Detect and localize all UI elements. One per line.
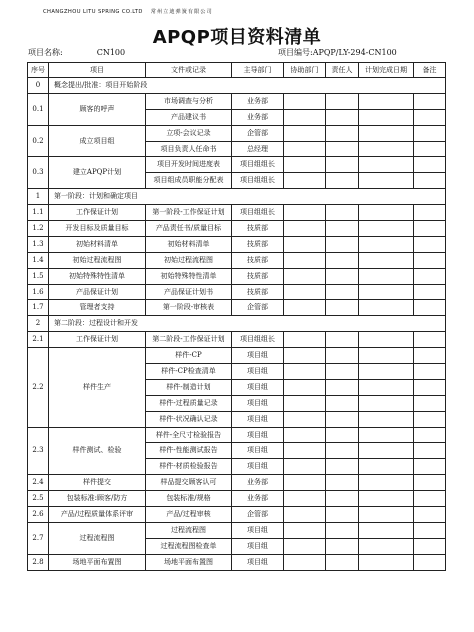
empty-cell — [284, 125, 326, 141]
row-doc: 项目负责人任命书 — [146, 141, 232, 157]
empty-cell — [284, 205, 326, 221]
empty-cell — [326, 93, 359, 109]
empty-cell — [359, 157, 414, 173]
empty-cell — [326, 411, 359, 427]
row-dept: 项目组组长 — [232, 173, 284, 189]
row-item: 开发目标及质量目标 — [49, 221, 146, 237]
empty-cell — [414, 491, 446, 507]
empty-cell — [326, 379, 359, 395]
row-dept: 业务部 — [232, 491, 284, 507]
row-dept: 项目组 — [232, 522, 284, 538]
empty-cell — [284, 157, 326, 173]
empty-cell — [359, 364, 414, 380]
empty-cell — [326, 252, 359, 268]
empty-cell — [326, 364, 359, 380]
empty-cell — [326, 205, 359, 221]
row-doc: 样件-材质检验报告 — [146, 459, 232, 475]
section-row — [28, 189, 446, 205]
row-dept: 技质部 — [232, 268, 284, 284]
row-no: 2.6 — [28, 507, 49, 523]
empty-cell — [284, 475, 326, 491]
header-remarks: 备注 — [414, 63, 446, 78]
table-row — [28, 522, 446, 538]
row-doc: 产品责任书/质量目标 — [146, 221, 232, 237]
row-doc: 初始材料清单 — [146, 236, 232, 252]
row-item: 过程流程图 — [49, 522, 146, 554]
company-header — [43, 8, 213, 15]
project-code-value: APQP/LY-294-CN100 — [312, 48, 397, 57]
empty-cell — [359, 205, 414, 221]
empty-cell — [359, 236, 414, 252]
empty-cell — [414, 300, 446, 316]
empty-cell — [326, 348, 359, 364]
row-no: 1.4 — [28, 252, 49, 268]
empty-cell — [326, 459, 359, 475]
row-item: 场地平面布置图 — [49, 554, 146, 570]
table-row — [28, 236, 446, 252]
header-assist-dept: 协助部门 — [284, 63, 326, 78]
empty-cell — [359, 141, 414, 157]
empty-cell — [284, 93, 326, 109]
empty-cell — [414, 93, 446, 109]
empty-cell — [326, 141, 359, 157]
row-dept: 项目组 — [232, 427, 284, 443]
empty-cell — [359, 507, 414, 523]
empty-cell — [414, 443, 446, 459]
empty-cell — [326, 300, 359, 316]
row-dept: 项目组 — [232, 554, 284, 570]
row-item: 样件测试、检验 — [49, 427, 146, 475]
empty-cell — [284, 236, 326, 252]
empty-cell — [359, 125, 414, 141]
table-header-row — [28, 63, 446, 78]
section-title: 概念提出/批准：项目开始阶段 — [49, 78, 446, 94]
empty-cell — [284, 109, 326, 125]
row-no: 1 — [28, 189, 49, 205]
empty-cell — [284, 427, 326, 443]
empty-cell — [359, 300, 414, 316]
row-dept: 项目组 — [232, 395, 284, 411]
row-dept: 项目组 — [232, 379, 284, 395]
empty-cell — [414, 475, 446, 491]
row-dept: 技质部 — [232, 221, 284, 237]
project-name-label: 项目名称: — [28, 48, 63, 57]
empty-cell — [284, 364, 326, 380]
empty-cell — [359, 284, 414, 300]
row-item: 样件生产 — [49, 348, 146, 427]
row-no: 2 — [28, 316, 49, 332]
table-row — [28, 348, 446, 364]
row-doc: 市场调查与分析 — [146, 93, 232, 109]
empty-cell — [414, 157, 446, 173]
table-row — [28, 252, 446, 268]
empty-cell — [359, 538, 414, 554]
row-item: 样件提交 — [49, 475, 146, 491]
row-doc: 产品/过程审核 — [146, 507, 232, 523]
empty-cell — [359, 348, 414, 364]
row-no: 0 — [28, 78, 49, 94]
row-doc: 样件-CP — [146, 348, 232, 364]
empty-cell — [414, 379, 446, 395]
row-item: 成立项目组 — [49, 125, 146, 157]
row-no: 1.2 — [28, 221, 49, 237]
row-dept: 总经理 — [232, 141, 284, 157]
section-title: 第一阶段：计划和确定项目 — [49, 189, 446, 205]
row-dept: 项目组 — [232, 443, 284, 459]
empty-cell — [284, 491, 326, 507]
empty-cell — [414, 411, 446, 427]
row-doc: 包装标准/规格 — [146, 491, 232, 507]
empty-cell — [359, 268, 414, 284]
empty-cell — [414, 236, 446, 252]
row-dept: 项目组组长 — [232, 332, 284, 348]
empty-cell — [414, 427, 446, 443]
empty-cell — [414, 507, 446, 523]
empty-cell — [326, 157, 359, 173]
project-name — [28, 47, 125, 58]
project-code — [278, 47, 397, 58]
empty-cell — [414, 268, 446, 284]
table-row — [28, 157, 446, 173]
empty-cell — [326, 443, 359, 459]
table-row — [28, 507, 446, 523]
section-row — [28, 316, 446, 332]
empty-cell — [284, 459, 326, 475]
row-item: 初始特殊特性清单 — [49, 268, 146, 284]
row-doc: 样件-CP检查清单 — [146, 364, 232, 380]
row-doc: 第一阶段-工作保证计划 — [146, 205, 232, 221]
empty-cell — [359, 221, 414, 237]
row-doc: 样品提交顾客认可 — [146, 475, 232, 491]
row-doc: 样件-制造计划 — [146, 379, 232, 395]
empty-cell — [359, 491, 414, 507]
row-item: 产品/过程质量体系评审 — [49, 507, 146, 523]
empty-cell — [414, 141, 446, 157]
apqp-table — [27, 62, 446, 571]
row-dept: 技质部 — [232, 284, 284, 300]
table-row — [28, 268, 446, 284]
row-doc: 产品保证计划书 — [146, 284, 232, 300]
empty-cell — [414, 395, 446, 411]
empty-cell — [326, 268, 359, 284]
empty-cell — [326, 395, 359, 411]
row-no: 2.1 — [28, 332, 49, 348]
empty-cell — [284, 554, 326, 570]
empty-cell — [359, 332, 414, 348]
row-doc: 第一阶段-审核表 — [146, 300, 232, 316]
row-no: 2.2 — [28, 348, 49, 427]
row-dept: 项目组 — [232, 411, 284, 427]
row-doc: 样件-状况确认记录 — [146, 411, 232, 427]
row-doc: 场地平面布置图 — [146, 554, 232, 570]
empty-cell — [414, 364, 446, 380]
row-dept: 业务部 — [232, 475, 284, 491]
empty-cell — [414, 459, 446, 475]
row-item: 顾客的呼声 — [49, 93, 146, 125]
empty-cell — [414, 221, 446, 237]
empty-cell — [414, 252, 446, 268]
empty-cell — [284, 538, 326, 554]
empty-cell — [326, 522, 359, 538]
empty-cell — [359, 427, 414, 443]
row-doc: 产品建议书 — [146, 109, 232, 125]
row-no: 2.8 — [28, 554, 49, 570]
row-no: 0.2 — [28, 125, 49, 157]
empty-cell — [326, 284, 359, 300]
row-no: 0.1 — [28, 93, 49, 125]
table-row — [28, 491, 446, 507]
table-row — [28, 284, 446, 300]
empty-cell — [414, 348, 446, 364]
section-title: 第二阶段：过程设计和开发 — [49, 316, 446, 332]
empty-cell — [326, 507, 359, 523]
company-name-cn: 常州立迪弹簧有限公司 — [150, 9, 213, 15]
row-doc: 立项-会议记录 — [146, 125, 232, 141]
table-row — [28, 554, 446, 570]
row-dept: 项目组 — [232, 538, 284, 554]
empty-cell — [359, 93, 414, 109]
row-item: 建立APQP计划 — [49, 157, 146, 189]
row-no: 1.3 — [28, 236, 49, 252]
row-dept: 项目组组长 — [232, 157, 284, 173]
header-plan-date: 计划完成日期 — [359, 63, 414, 78]
empty-cell — [284, 284, 326, 300]
row-doc: 样件-性能测试报告 — [146, 443, 232, 459]
row-dept: 业务部 — [232, 93, 284, 109]
row-doc: 项目组成员职能分配表 — [146, 173, 232, 189]
empty-cell — [284, 268, 326, 284]
empty-cell — [414, 554, 446, 570]
row-no: 2.3 — [28, 427, 49, 475]
page-title: APQP项目资料清单 — [152, 27, 322, 48]
section-row — [28, 78, 446, 94]
row-item: 产品保证计划 — [49, 284, 146, 300]
row-doc: 样件-全尺寸检验报告 — [146, 427, 232, 443]
empty-cell — [284, 332, 326, 348]
empty-cell — [284, 173, 326, 189]
table-row — [28, 221, 446, 237]
empty-cell — [326, 554, 359, 570]
empty-cell — [359, 443, 414, 459]
row-no: 2.4 — [28, 475, 49, 491]
empty-cell — [326, 125, 359, 141]
empty-cell — [284, 443, 326, 459]
empty-cell — [359, 109, 414, 125]
header-no: 序号 — [28, 63, 49, 78]
row-no: 0.3 — [28, 157, 49, 189]
row-doc: 过程流程图 — [146, 522, 232, 538]
header-doc: 文件或记录 — [146, 63, 232, 78]
row-dept: 企管部 — [232, 125, 284, 141]
table-row — [28, 427, 446, 443]
row-dept: 项目组 — [232, 459, 284, 475]
row-dept: 项目组组长 — [232, 205, 284, 221]
table-row — [28, 300, 446, 316]
row-item: 工作保证计划 — [49, 332, 146, 348]
empty-cell — [284, 300, 326, 316]
row-no: 1.6 — [28, 284, 49, 300]
empty-cell — [284, 522, 326, 538]
row-dept: 项目组 — [232, 348, 284, 364]
empty-cell — [414, 173, 446, 189]
empty-cell — [326, 221, 359, 237]
table-row — [28, 205, 446, 221]
empty-cell — [284, 141, 326, 157]
empty-cell — [359, 395, 414, 411]
empty-cell — [326, 475, 359, 491]
empty-cell — [326, 538, 359, 554]
project-name-value: CN100 — [96, 48, 126, 57]
empty-cell — [284, 379, 326, 395]
row-item: 管理者支持 — [49, 300, 146, 316]
row-dept: 项目组 — [232, 364, 284, 380]
empty-cell — [359, 522, 414, 538]
row-doc: 项目开发时间进度表 — [146, 157, 232, 173]
row-item: 包装标准:顾客/防方 — [49, 491, 146, 507]
table-row — [28, 475, 446, 491]
empty-cell — [284, 411, 326, 427]
empty-cell — [414, 284, 446, 300]
header-item: 项目 — [49, 63, 146, 78]
table-row — [28, 93, 446, 109]
empty-cell — [284, 252, 326, 268]
empty-cell — [359, 173, 414, 189]
empty-cell — [414, 332, 446, 348]
row-dept: 技质部 — [232, 236, 284, 252]
empty-cell — [359, 475, 414, 491]
empty-cell — [414, 205, 446, 221]
row-no: 1.1 — [28, 205, 49, 221]
empty-cell — [414, 125, 446, 141]
empty-cell — [284, 221, 326, 237]
row-dept: 企管部 — [232, 507, 284, 523]
row-item: 工作保证计划 — [49, 205, 146, 221]
empty-cell — [284, 395, 326, 411]
empty-cell — [359, 252, 414, 268]
row-doc: 初始特殊特性清单 — [146, 268, 232, 284]
table-row — [28, 125, 446, 141]
table-row — [28, 332, 446, 348]
row-doc: 第二阶段-工作保证计划 — [146, 332, 232, 348]
empty-cell — [284, 507, 326, 523]
header-owner: 责任人 — [326, 63, 359, 78]
empty-cell — [326, 332, 359, 348]
empty-cell — [326, 427, 359, 443]
row-item: 初始材料清单 — [49, 236, 146, 252]
row-dept: 业务部 — [232, 109, 284, 125]
project-code-label: 项目编号: — [278, 48, 313, 57]
row-doc: 过程流程图检查单 — [146, 538, 232, 554]
empty-cell — [326, 236, 359, 252]
empty-cell — [326, 491, 359, 507]
row-dept: 企管部 — [232, 300, 284, 316]
empty-cell — [414, 538, 446, 554]
row-no: 2.5 — [28, 491, 49, 507]
row-dept: 技质部 — [232, 252, 284, 268]
row-no: 1.7 — [28, 300, 49, 316]
row-doc: 样件-过程质量记录 — [146, 395, 232, 411]
row-no: 2.7 — [28, 522, 49, 554]
row-item: 初始过程流程图 — [49, 252, 146, 268]
empty-cell — [359, 554, 414, 570]
empty-cell — [359, 411, 414, 427]
empty-cell — [284, 348, 326, 364]
empty-cell — [359, 379, 414, 395]
empty-cell — [414, 109, 446, 125]
row-doc: 初始过程流程图 — [146, 252, 232, 268]
company-name-en: CHANGZHOU LITU SPRING CO.LTD — [43, 9, 143, 15]
empty-cell — [359, 459, 414, 475]
row-no: 1.5 — [28, 268, 49, 284]
header-lead-dept: 主导部门 — [232, 63, 284, 78]
empty-cell — [326, 173, 359, 189]
empty-cell — [326, 109, 359, 125]
empty-cell — [414, 522, 446, 538]
